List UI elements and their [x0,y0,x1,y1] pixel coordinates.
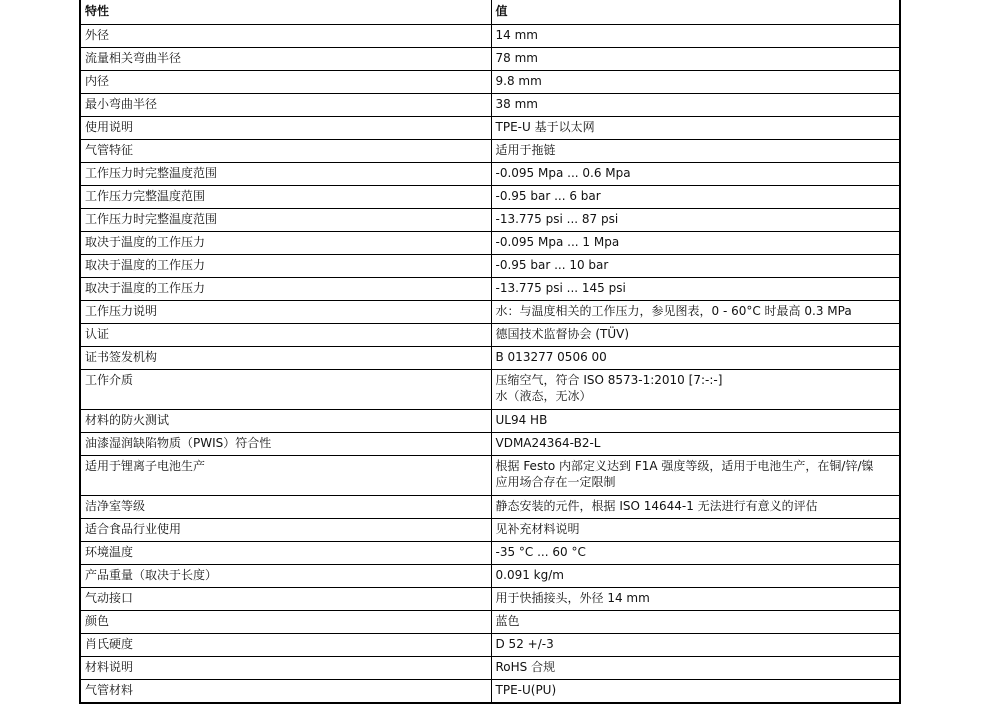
feature-cell: 工作压力说明 [81,301,491,324]
value-line: RoHS 合规 [495,660,556,674]
value-cell [491,588,899,611]
value-line: 适用于拖链 [495,143,556,157]
table-row [81,278,899,301]
table-row [81,410,899,433]
feature-cell: 工作压力时完整温度范围 [81,209,491,232]
table-row [81,657,899,680]
table-row [81,71,899,94]
feature-cell: 取决于温度的工作压力 [81,278,491,301]
table-row [81,232,899,255]
table-row [81,611,899,634]
value-line: 应用场合存在一定限制 [495,475,616,489]
table-row [81,542,899,565]
value-line: 蓝色 [495,614,520,628]
feature-cell: 气管材料 [81,680,491,704]
feature-cell: 产品重量（取决于长度） [81,565,491,588]
value-line: 9.8 mm [495,74,542,88]
value-cell [491,565,899,588]
feature-cell: 工作压力完整温度范围 [81,186,491,209]
value-line: -0.095 Mpa ... 0.6 Mpa [495,166,631,180]
table-row [81,634,899,657]
value-cell [491,347,899,370]
feature-cell: 内径 [81,71,491,94]
value-line: B 013277 0506 00 [495,350,607,364]
value-cell [491,301,899,324]
value-cell [491,519,899,542]
table-row [81,209,899,232]
value-line: -35 °C ... 60 °C [495,545,586,559]
table-row [81,117,899,140]
value-cell [491,611,899,634]
feature-cell: 使用说明 [81,117,491,140]
value-line: 用于快插接头，外径 14 mm [495,591,650,605]
value-cell [491,456,899,496]
value-cell [491,117,899,140]
value-cell [491,94,899,117]
value-cell [491,25,899,48]
table-row [81,301,899,324]
feature-cell: 流量相关弯曲半径 [81,48,491,71]
feature-cell: 认证 [81,324,491,347]
value-cell [491,410,899,433]
value-cell [491,48,899,71]
value-line: 78 mm [495,51,538,65]
value-line: 38 mm [495,97,538,111]
value-cell [491,163,899,186]
value-cell [491,542,899,565]
header-feature: 特性 [81,0,491,25]
feature-cell: 取决于温度的工作压力 [81,232,491,255]
table-row [81,565,899,588]
value-line: 根据 Festo 内部定义达到 F1A 强度等级，适用于电池生产，在铜/锌/镍 [495,459,874,473]
table-row [81,519,899,542]
value-cell [491,278,899,301]
value-cell [491,140,899,163]
feature-cell: 适用于锂离子电池生产 [81,456,491,496]
value-line: 14 mm [495,28,538,42]
table-row [81,324,899,347]
value-cell [491,634,899,657]
feature-cell: 肖氏硬度 [81,634,491,657]
feature-cell: 证书签发机构 [81,347,491,370]
spec-sheet [79,0,901,704]
value-cell [491,680,899,704]
feature-cell: 外径 [81,25,491,48]
spec-table-body [81,25,899,704]
value-line: TPE-U 基于以太网 [495,120,595,134]
value-cell [491,370,899,410]
value-line: D 52 +/-3 [495,637,554,651]
table-row [81,186,899,209]
feature-cell: 适合食品行业使用 [81,519,491,542]
value-cell [491,186,899,209]
value-line: -13.775 psi ... 145 psi [495,281,626,295]
table-row [81,680,899,704]
value-line: VDMA24364-B2-L [495,436,601,450]
feature-cell: 气管特征 [81,140,491,163]
header-value: 值 [491,0,899,25]
table-row [81,370,899,410]
value-line: 0.091 kg/m [495,568,564,582]
value-line: 静态安装的元件，根据 ISO 14644-1 无法进行有意义的评估 [495,499,818,513]
value-cell [491,657,899,680]
feature-cell: 最小弯曲半径 [81,94,491,117]
feature-cell: 颜色 [81,611,491,634]
table-header-row [81,0,899,25]
table-row [81,496,899,519]
feature-cell: 取决于温度的工作压力 [81,255,491,278]
value-cell [491,209,899,232]
value-cell [491,496,899,519]
table-row [81,163,899,186]
value-cell [491,324,899,347]
table-row [81,140,899,163]
feature-cell: 材料的防火测试 [81,410,491,433]
value-cell [491,433,899,456]
spec-table [81,0,899,704]
table-row [81,48,899,71]
value-line: -0.95 bar ... 10 bar [495,258,609,272]
value-cell [491,71,899,94]
table-row [81,347,899,370]
value-line: TPE-U(PU) [495,683,557,697]
value-line: 水：与温度相关的工作压力，参见图表，0 - 60°C 时最高 0.3 MPa [495,304,852,318]
feature-cell: 环境温度 [81,542,491,565]
value-line: -13.775 psi ... 87 psi [495,212,619,226]
feature-cell: 工作介质 [81,370,491,410]
value-cell [491,255,899,278]
table-row [81,255,899,278]
table-row [81,25,899,48]
value-line: 水（液态，无冰） [495,389,592,403]
table-row [81,588,899,611]
table-row [81,433,899,456]
value-line: 德国技术监督协会 (TÜV) [495,327,630,341]
feature-cell: 材料说明 [81,657,491,680]
table-row [81,94,899,117]
feature-cell: 洁净室等级 [81,496,491,519]
value-line: UL94 HB [495,413,548,427]
value-line: -0.95 bar ... 6 bar [495,189,601,203]
value-line: -0.095 Mpa ... 1 Mpa [495,235,620,249]
table-row [81,456,899,496]
feature-cell: 油漆湿润缺陷物质（PWIS）符合性 [81,433,491,456]
feature-cell: 气动接口 [81,588,491,611]
feature-cell: 工作压力时完整温度范围 [81,163,491,186]
value-cell [491,232,899,255]
value-line: 压缩空气，符合 ISO 8573-1:2010 [7:-:-] [495,373,723,387]
value-line: 见补充材料说明 [495,522,580,536]
